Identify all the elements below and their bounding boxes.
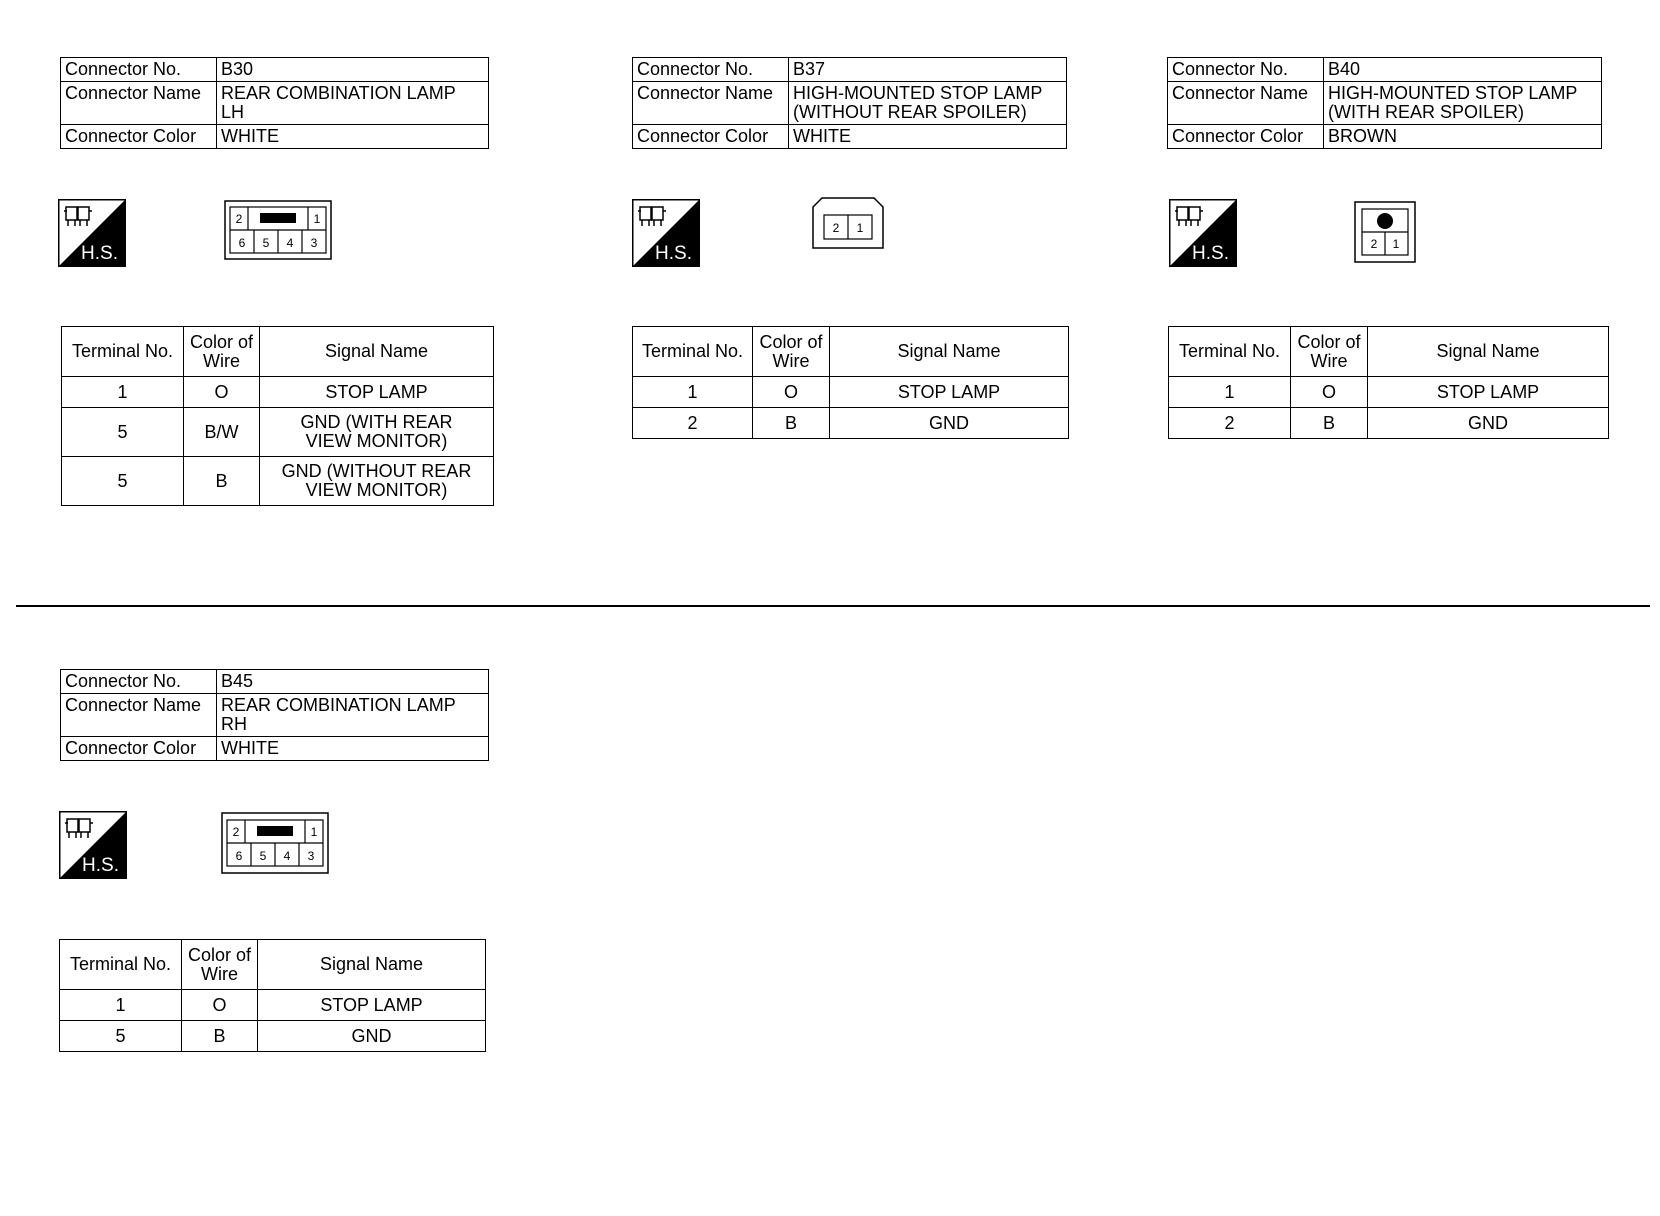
- pin-label: 3: [307, 849, 315, 863]
- connector-no-value: B30: [217, 58, 489, 82]
- signal-name-header: Signal Name: [1368, 327, 1609, 377]
- connector-color-value: BROWN: [1324, 125, 1602, 149]
- table-row: [1169, 377, 1609, 408]
- pin-label: 4: [283, 849, 291, 863]
- signal-name-cell: STOP LAMP: [1368, 377, 1609, 408]
- harness-side-icon: [1169, 199, 1237, 267]
- terminal-table-b30: [61, 326, 494, 506]
- connector-name-value: HIGH-MOUNTED STOP LAMP (WITHOUT REAR SPOILER): [789, 82, 1067, 125]
- hs-label: H.S.: [82, 855, 119, 876]
- hs-label: H.S.: [1192, 243, 1229, 264]
- connector-no-label: Connector No.: [61, 58, 217, 82]
- table-row: [62, 408, 494, 457]
- harness-side-icon: [58, 199, 126, 267]
- connector-no-label: Connector No.: [1168, 58, 1324, 82]
- wire-color-cell: O: [182, 990, 258, 1021]
- terminal-no-header: Terminal No.: [60, 940, 182, 990]
- section-divider: [16, 605, 1650, 607]
- signal-name-header: Signal Name: [258, 940, 486, 990]
- harness-side-icon: [59, 811, 127, 879]
- connector-info-b45: [60, 669, 489, 761]
- pin-label: 5: [262, 236, 270, 250]
- pin-label: 6: [235, 849, 243, 863]
- pin-label: 1: [310, 825, 318, 839]
- table-row: [60, 1021, 486, 1052]
- connector-name-label: Connector Name: [1168, 82, 1324, 125]
- wire-color-cell: B: [1291, 408, 1368, 439]
- connector-face-b37: [812, 197, 884, 249]
- terminal-no-cell: 5: [62, 408, 184, 457]
- connector-color-label: Connector Color: [633, 125, 789, 149]
- signal-name-cell: GND (WITHOUT REAR VIEW MONITOR): [260, 457, 494, 506]
- hs-label: H.S.: [81, 243, 118, 264]
- pin-label: 1: [313, 212, 321, 226]
- wire-color-cell: O: [184, 377, 260, 408]
- connector-no-value: B40: [1324, 58, 1602, 82]
- connector-color-value: WHITE: [789, 125, 1067, 149]
- table-row: [1169, 408, 1609, 439]
- wire-color-header: Color of Wire: [184, 327, 260, 377]
- pin-label: 1: [1392, 237, 1400, 251]
- table-row: [62, 457, 494, 506]
- terminal-no-cell: 1: [633, 377, 753, 408]
- pin-label: 4: [286, 236, 294, 250]
- connector-face-b45: [221, 812, 329, 874]
- connector-face-b30: [224, 200, 332, 260]
- wire-color-cell: O: [753, 377, 830, 408]
- connector-info-b30: [60, 57, 489, 149]
- wire-color-header: Color of Wire: [1291, 327, 1368, 377]
- pin-label: 2: [832, 221, 840, 235]
- hs-label: H.S.: [655, 243, 692, 264]
- terminal-no-header: Terminal No.: [633, 327, 753, 377]
- pin-label: 3: [310, 236, 318, 250]
- connector-color-label: Connector Color: [1168, 125, 1324, 149]
- wire-color-header: Color of Wire: [753, 327, 830, 377]
- connector-color-value: WHITE: [217, 737, 489, 761]
- pin-label: 2: [1370, 237, 1378, 251]
- harness-side-icon: [632, 199, 700, 267]
- wire-color-cell: B: [753, 408, 830, 439]
- terminal-no-cell: 1: [62, 377, 184, 408]
- connector-name-value: REAR COMBINATION LAMP LH: [217, 82, 489, 125]
- signal-name-cell: GND: [830, 408, 1069, 439]
- signal-name-cell: STOP LAMP: [830, 377, 1069, 408]
- connector-no-value: B37: [789, 58, 1067, 82]
- terminal-no-header: Terminal No.: [62, 327, 184, 377]
- pin-label: 2: [235, 212, 243, 226]
- table-row: [60, 990, 486, 1021]
- signal-name-cell: STOP LAMP: [258, 990, 486, 1021]
- connector-name-label: Connector Name: [61, 694, 217, 737]
- terminal-no-cell: 5: [60, 1021, 182, 1052]
- signal-name-header: Signal Name: [830, 327, 1069, 377]
- terminal-no-cell: 2: [1169, 408, 1291, 439]
- connector-name-value: HIGH-MOUNTED STOP LAMP (WITH REAR SPOILER): [1324, 82, 1602, 125]
- connector-name-label: Connector Name: [61, 82, 217, 125]
- connector-name-label: Connector Name: [633, 82, 789, 125]
- connector-color-label: Connector Color: [61, 125, 217, 149]
- wire-color-header: Color of Wire: [182, 940, 258, 990]
- terminal-no-header: Terminal No.: [1169, 327, 1291, 377]
- connector-no-label: Connector No.: [633, 58, 789, 82]
- terminal-table-b45: [59, 939, 486, 1052]
- terminal-no-cell: 2: [633, 408, 753, 439]
- terminal-table-b37: [632, 326, 1069, 439]
- connector-no-value: B45: [217, 670, 489, 694]
- table-row: [633, 408, 1069, 439]
- wire-color-cell: B/W: [184, 408, 260, 457]
- signal-name-cell: GND: [258, 1021, 486, 1052]
- pin-label: 6: [238, 236, 246, 250]
- connector-face-b40: [1354, 201, 1416, 263]
- connector-name-value: REAR COMBINATION LAMP RH: [217, 694, 489, 737]
- terminal-no-cell: 1: [1169, 377, 1291, 408]
- wire-color-cell: B: [182, 1021, 258, 1052]
- pin-label: 2: [232, 825, 240, 839]
- terminal-no-cell: 1: [60, 990, 182, 1021]
- wire-color-cell: O: [1291, 377, 1368, 408]
- connector-info-b40: [1167, 57, 1602, 149]
- connector-color-value: WHITE: [217, 125, 489, 149]
- pin-label: 1: [856, 221, 864, 235]
- terminal-no-cell: 5: [62, 457, 184, 506]
- table-row: [62, 377, 494, 408]
- connector-color-label: Connector Color: [61, 737, 217, 761]
- signal-name-cell: GND: [1368, 408, 1609, 439]
- wire-color-cell: B: [184, 457, 260, 506]
- connector-no-label: Connector No.: [61, 670, 217, 694]
- pin-label: 5: [259, 849, 267, 863]
- terminal-table-b40: [1168, 326, 1609, 439]
- signal-name-cell: STOP LAMP: [260, 377, 494, 408]
- signal-name-header: Signal Name: [260, 327, 494, 377]
- signal-name-cell: GND (WITH REAR VIEW MONITOR): [260, 408, 494, 457]
- connector-info-b37: [632, 57, 1067, 149]
- table-row: [633, 377, 1069, 408]
